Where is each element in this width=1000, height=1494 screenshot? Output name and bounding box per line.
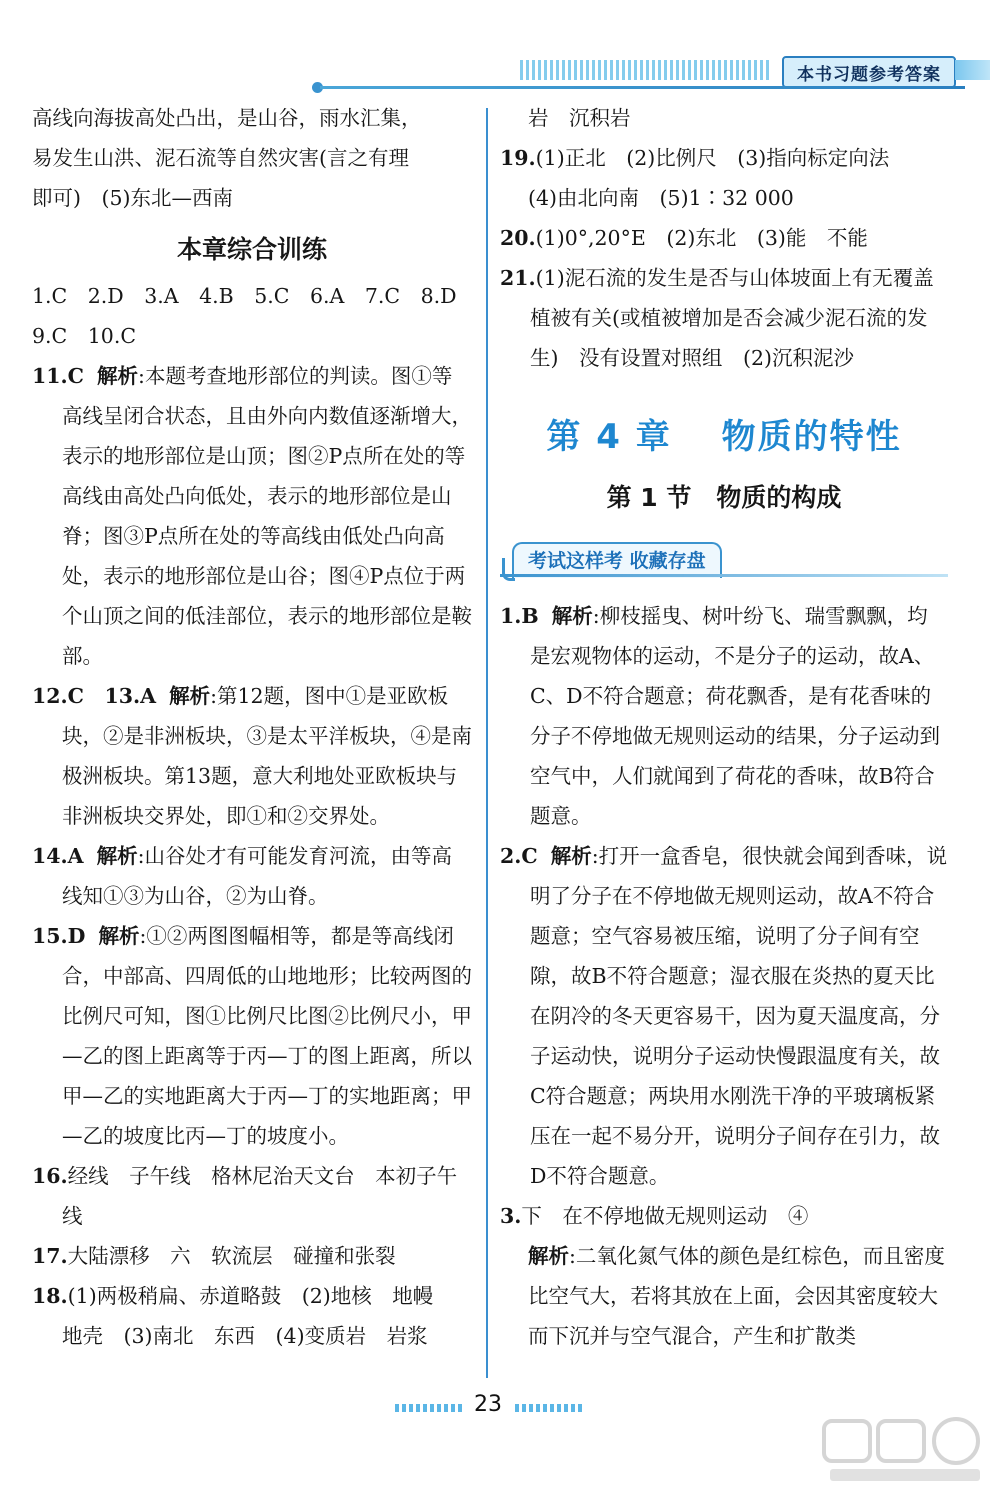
continued-line: 易发生山洪、泥石流等自然灾害(言之有理 [32, 146, 409, 170]
answer-number: 16. [32, 1164, 68, 1188]
left-column [32, 98, 472, 1356]
answer-item-12-13 [32, 676, 472, 836]
answer-number: 15.D [32, 924, 86, 948]
answer-item-14 [32, 836, 472, 916]
analysis-label: 解析 [550, 844, 592, 868]
answer-number: 11.C [32, 364, 84, 388]
answer-text: 经线 子午线 格林尼治天文台 本初子午线 [62, 1164, 458, 1228]
column-divider [486, 108, 488, 1378]
answer-item-19-cont: (4)由北向南 (5)1∶32 000 [528, 186, 794, 210]
header-rule [320, 86, 965, 89]
answer-item-2 [500, 836, 948, 1196]
answer-item-3-analysis [500, 1236, 948, 1356]
answer-text: :山谷处才有可能发育河流，由等高线知①③为山谷，②为山脊。 [62, 844, 453, 908]
analysis-label: 解析 [96, 844, 138, 868]
analysis-label: 解析 [98, 924, 140, 948]
analysis-label: 解析 [169, 684, 211, 708]
footer-left-decoration [395, 1404, 465, 1412]
mc-answers-line: 1.C 2.D 3.A 4.B 5.C 6.A 7.C 8.D [32, 284, 457, 308]
analysis-label: 解析 [528, 1244, 569, 1268]
answer-text: (1)泥石流的发生是否与山体坡面上有无覆盖植被有关(或植被增加是否会减少泥石流的发生) 没有设置对照组 (2)沉积泥沙 [530, 266, 934, 370]
answer-number: 17. [32, 1244, 68, 1268]
answer-item-15 [32, 916, 472, 1156]
answer-text: :柳枝摇曳、树叶纷飞、瑞雪飘飘，均是宏观物体的运动，不是分子的运动，故A、C、D不符合题意；荷花飘香，是有花香味的分子不停地做无规则运动的结果，分子运动到空气中，人们就闻到了荷花的香味，故B符合题意。 [530, 604, 940, 828]
tag-underline [500, 574, 948, 577]
exam-tag-banner [500, 536, 948, 586]
answer-item-17 [32, 1236, 472, 1276]
answer-number: 19. [500, 146, 536, 170]
answer-number: 3. [500, 1204, 522, 1228]
header-stripe-decoration [520, 60, 770, 80]
header-title: 本书习题参考答案 [782, 56, 956, 88]
answer-text: (1)0°,20°E (2)东北 (3)能 不能 [535, 226, 868, 250]
answer-number: 1.B [500, 604, 539, 628]
chapter-title: 第 4 章 物质的特性 [546, 417, 902, 457]
page-number: 23 [474, 1392, 502, 1417]
answer-item-19 [500, 138, 948, 178]
answer-number: 20. [500, 226, 536, 250]
analysis-label: 解析 [551, 604, 593, 628]
continued-line: 岩 沉积岩 [528, 106, 631, 130]
answer-text: (1)两极稍扁、赤道略鼓 (2)地核 地幔 地壳 (3)南北 东西 (4)变质岩 岩浆 [62, 1284, 454, 1348]
answer-number: 18. [32, 1284, 68, 1308]
answer-text: 大陆漂移 六 软流层 碰撞和张裂 [67, 1244, 396, 1268]
answer-number: 14.A [32, 844, 84, 868]
answer-text: :第12题，图中①是亚欧板块，②是非洲板块，③是太平洋板块，④是南极洲板块。第13题，意大利地处亚欧板块与非洲板块交界处，即①和②交界处。 [62, 684, 472, 828]
continued-line: 高线向海拔高处凸出，是山谷，雨水汇集， [32, 106, 422, 130]
section-heading: 本章综合训练 [176, 235, 327, 264]
answer-item-1 [500, 596, 948, 836]
analysis-label: 解析 [97, 364, 139, 388]
continued-line: 即可) (5)东北—西南 [32, 186, 234, 210]
exam-tag-label: 考试这样考 收藏存盘 [512, 542, 722, 578]
answer-number: 2.C [500, 844, 538, 868]
answer-item-16 [32, 1156, 472, 1236]
answer-item-11 [32, 356, 472, 676]
answer-text: :二氧化氮气体的颜色是红棕色，而且密度比空气大，若将其放在上面，会因其密度较大而下沉并与空气混合，产生和扩散类 [528, 1244, 945, 1348]
right-column [500, 98, 948, 1356]
answer-text: 下 在不停地做无规则运动 ④ [521, 1204, 809, 1228]
section-title: 第 1 节 物质的构成 [606, 483, 842, 512]
answer-text: :打开一盒香皂，很快就会闻到香味，说明了分子在不停地做无规则运动，故A不符合题意；空气容易被压缩，说明了分子间有空隙，故B不符合题意；湿衣服在炎热的夏天比在阴冷的冬天更容易干，因为夏天温度高，分子运动快，说明分子运动快慢跟温度有关，故C符合题意；两块用水刚洗干净的平玻璃板紧压在一起不易分开，说明分子间存在引力，故D不符合题意。 [530, 844, 948, 1188]
answer-text: :本题考查地形部位的判读。图①等高线呈闭合状态，且由外向内数值逐渐增大，表示的地形部位是山顶；图②P点所在处的等高线由高处凸向低处，表示的地形部位是山脊；图③P点所在处的等高线由低处凸向高处，表示的地形部位是山谷；图④P点位于两个山顶之间的低洼部位，表示的地形部位是鞍部。 [62, 364, 472, 668]
answer-item-3 [500, 1196, 948, 1236]
answer-item-18 [32, 1276, 472, 1356]
footer-right-decoration [515, 1404, 585, 1412]
answer-text: :①②两图图幅相等，都是等高线闭合，中部高、四周低的山地地形；比较两图的比例尺可知，图①比例尺比图②比例尺小，甲—乙的图上距离等于丙—丁的图上距离，所以甲—乙的实地距离大于丙—丁的实地距离；甲—乙的坡度比丙—丁的坡度小。 [62, 924, 472, 1148]
mc-answers-line: 9.C 10.C [32, 324, 137, 348]
answer-text: (1)正北 (2)比例尺 (3)指向标定向法 [535, 146, 890, 170]
answer-number: 12.C 13.A [32, 684, 157, 708]
header-tail-decoration [955, 60, 990, 80]
answer-number: 21. [500, 266, 536, 290]
watermark-logo-icon [820, 1415, 990, 1487]
answer-item-20 [500, 218, 948, 258]
answer-item-21 [500, 258, 948, 378]
